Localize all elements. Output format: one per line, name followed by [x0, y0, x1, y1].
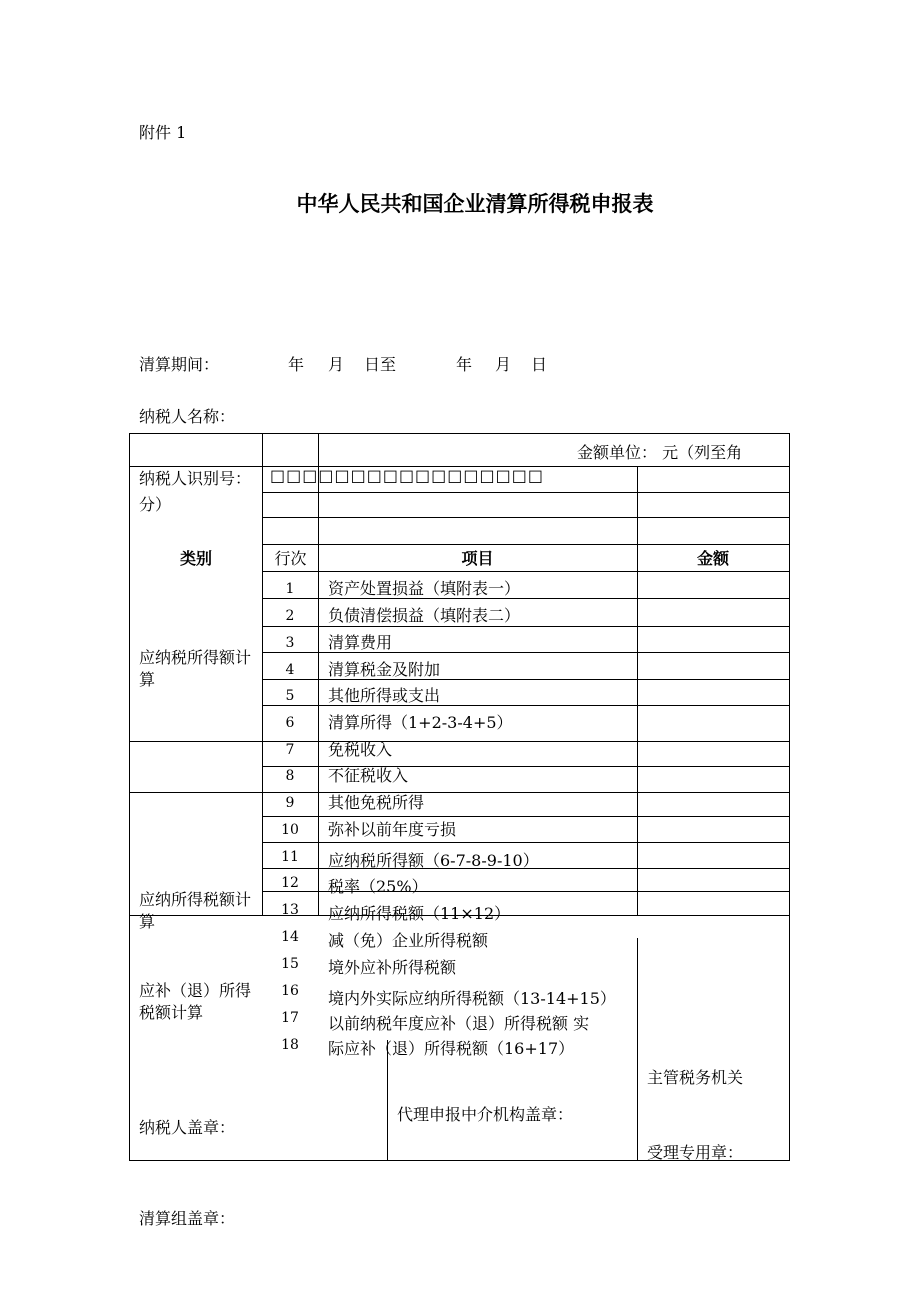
row-item: 弥补以前年度亏损	[328, 820, 457, 839]
page-title: 中华人民共和国企业清算所得税申报表	[296, 191, 654, 216]
agent-stamp-label: 代理申报中介机构盖章：	[397, 1105, 574, 1124]
taxpayer-stamp-label: 纳税人盖章：	[139, 1118, 236, 1137]
row-item: 其他所得或支出	[328, 686, 441, 705]
row-item: 境内外实际应纳所得税额（13-14+15）	[328, 989, 616, 1008]
header-amount: 金额	[696, 549, 729, 568]
row-no: 10	[281, 822, 299, 838]
amount-unit-suffix: 分）	[139, 495, 172, 514]
row-item: 清算税金及附加	[328, 660, 441, 679]
row-no: 5	[285, 688, 295, 704]
tax-authority-stamp-line1: 主管税务机关	[647, 1068, 744, 1087]
period-start-month: 月	[328, 355, 345, 374]
header-row-no: 行次	[274, 549, 307, 568]
row-item: 以前纳税年度应补（退）所得税额 实	[328, 1014, 590, 1033]
row-no: 12	[281, 875, 299, 891]
row-no: 14	[281, 929, 299, 945]
header-item: 项目	[461, 549, 494, 568]
tax-authority-stamp-line2: 受理专用章：	[647, 1143, 744, 1162]
category-supplement-refund: 应补（退）所得税额计算	[139, 981, 252, 1022]
row-no: 1	[285, 581, 295, 597]
row-item: 负债清偿损益（填附表二）	[328, 606, 521, 625]
row-item: 其他免税所得	[328, 793, 425, 812]
period-end-year: 年	[456, 355, 473, 374]
row-item: 境外应补所得税额	[328, 958, 457, 977]
row-item: 资产处置损益（填附表一）	[328, 579, 521, 598]
category-tax-payable: 应纳所得税额计算	[139, 890, 252, 931]
row-no: 17	[281, 1010, 299, 1026]
row-no: 7	[285, 742, 295, 758]
row-item: 应纳税所得额（6-7-8-9-10）	[328, 851, 539, 870]
row-item: 减（免）企业所得税额	[328, 931, 489, 950]
row-no: 6	[285, 715, 295, 731]
row-item: 清算所得（1+2-3-4+5）	[328, 713, 513, 732]
liquidation-group-stamp-label: 清算组盖章：	[139, 1209, 236, 1228]
period-label: 清算期间：	[139, 355, 220, 374]
row-no: 4	[285, 662, 295, 678]
taxpayer-id-label: 纳税人识别号：	[139, 469, 252, 488]
period-end-day: 日	[531, 355, 548, 374]
period-start-year: 年	[288, 355, 305, 374]
row-item: 不征税收入	[328, 766, 409, 785]
attachment-label: 附件 1	[139, 123, 187, 142]
row-no: 9	[285, 795, 295, 811]
row-item: 际应补（退）所得税额（16+17）	[328, 1039, 575, 1058]
category-taxable-income: 应纳税所得额计算	[139, 648, 252, 689]
amount-unit: 金额单位： 元（列至角	[577, 443, 743, 462]
taxpayer-name-label: 纳税人名称：	[139, 407, 236, 426]
row-no: 15	[281, 956, 299, 972]
taxpayer-id-boxes: □□□□□□□□□□□□□□□□□	[270, 466, 544, 485]
row-item: 应纳所得税额（11×12）	[328, 904, 511, 923]
row-no: 13	[281, 902, 299, 918]
row-no: 3	[285, 635, 295, 651]
row-no: 16	[281, 983, 299, 999]
row-item: 清算费用	[328, 633, 393, 652]
period-end-month: 月	[495, 355, 512, 374]
row-no: 11	[281, 849, 299, 865]
period-start-day-to: 日至	[364, 355, 397, 374]
row-item: 免税收入	[328, 740, 393, 759]
row-no: 2	[285, 608, 295, 624]
row-item: 税率（25%）	[328, 877, 428, 896]
row-no: 18	[281, 1037, 299, 1053]
row-no: 8	[285, 768, 295, 784]
header-category: 类别	[179, 549, 212, 568]
